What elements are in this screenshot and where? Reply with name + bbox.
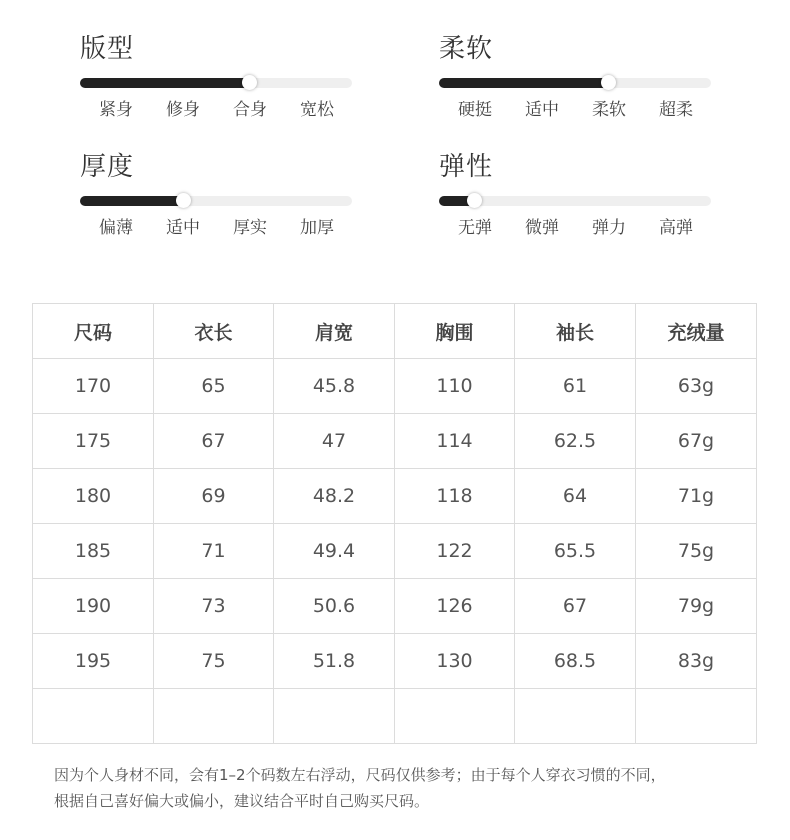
table-cell: 83g — [636, 634, 757, 689]
level-label: 硬挺 — [458, 100, 492, 120]
table-cell: 68.5 — [515, 634, 636, 689]
table-cell — [274, 689, 395, 744]
column-header: 充绒量 — [636, 304, 757, 359]
table-cell: 67 — [154, 414, 274, 469]
table-cell: 126 — [395, 579, 515, 634]
level-track — [80, 78, 352, 88]
level-label: 超柔 — [659, 100, 693, 120]
column-header: 肩宽 — [274, 304, 395, 359]
table-cell: 62.5 — [515, 414, 636, 469]
level-label: 偏薄 — [99, 218, 133, 238]
table-cell: 64 — [515, 469, 636, 524]
table-row — [33, 579, 757, 634]
table-cell: 67g — [636, 414, 757, 469]
metric-title: 弹性 — [439, 152, 494, 182]
table-cell — [154, 689, 274, 744]
table-row — [33, 414, 757, 469]
table-cell — [395, 689, 515, 744]
metric-title: 版型 — [80, 34, 135, 64]
table-cell — [33, 689, 154, 744]
table-cell: 180 — [33, 469, 154, 524]
table-cell: 118 — [395, 469, 515, 524]
level-label: 厚实 — [233, 218, 267, 238]
table-cell: 65.5 — [515, 524, 636, 579]
table-row — [33, 359, 757, 414]
metric-title: 厚度 — [80, 152, 135, 182]
table-row — [33, 469, 757, 524]
level-label: 修身 — [166, 100, 200, 120]
table-cell: 110 — [395, 359, 515, 414]
size-note-line: 因为个人身材不同，会有1–2个码数左右浮动，尺码仅供参考；由于每个人穿衣习惯的不同， — [54, 766, 666, 784]
table-cell: 75g — [636, 524, 757, 579]
column-header: 尺码 — [33, 304, 154, 359]
size-note — [54, 762, 774, 814]
metric-title: 柔软 — [439, 34, 494, 64]
table-cell: 51.8 — [274, 634, 395, 689]
table-cell: 79g — [636, 579, 757, 634]
table-cell: 195 — [33, 634, 154, 689]
table-cell: 175 — [33, 414, 154, 469]
table-cell: 73 — [154, 579, 274, 634]
level-label: 无弹 — [458, 218, 492, 238]
level-label: 柔软 — [592, 100, 626, 120]
level-knob — [467, 193, 482, 208]
table-row — [33, 634, 757, 689]
table-cell: 67 — [515, 579, 636, 634]
size-table — [32, 303, 757, 744]
table-cell: 47 — [274, 414, 395, 469]
table-cell: 122 — [395, 524, 515, 579]
table-cell — [636, 689, 757, 744]
column-header: 胸围 — [395, 304, 515, 359]
table-row-empty — [33, 689, 757, 744]
level-label: 加厚 — [300, 218, 334, 238]
level-track — [439, 196, 711, 206]
level-fill — [80, 196, 183, 206]
column-header: 衣长 — [154, 304, 274, 359]
level-knob — [242, 75, 257, 90]
table-cell: 75 — [154, 634, 274, 689]
level-fill — [80, 78, 249, 88]
table-cell: 185 — [33, 524, 154, 579]
level-track — [80, 196, 352, 206]
level-knob — [176, 193, 191, 208]
level-label: 适中 — [166, 218, 200, 238]
level-knob — [601, 75, 616, 90]
table-row — [33, 524, 757, 579]
table-cell: 69 — [154, 469, 274, 524]
table-cell: 190 — [33, 579, 154, 634]
table-cell: 45.8 — [274, 359, 395, 414]
level-label: 微弹 — [525, 218, 559, 238]
level-label: 弹力 — [592, 218, 626, 238]
level-track — [439, 78, 711, 88]
table-cell: 130 — [395, 634, 515, 689]
level-label: 高弹 — [659, 218, 693, 238]
table-cell: 50.6 — [274, 579, 395, 634]
table-header-row — [33, 304, 757, 359]
table-cell: 49.4 — [274, 524, 395, 579]
table-cell: 65 — [154, 359, 274, 414]
table-cell: 63g — [636, 359, 757, 414]
level-label: 合身 — [233, 100, 267, 120]
size-note-line: 根据自己喜好偏大或偏小，建议结合平时自己购买尺码。 — [54, 792, 430, 810]
level-label: 紧身 — [99, 100, 133, 120]
level-label: 宽松 — [300, 100, 334, 120]
table-cell — [515, 689, 636, 744]
table-cell: 48.2 — [274, 469, 395, 524]
column-header: 袖长 — [515, 304, 636, 359]
level-label: 适中 — [525, 100, 559, 120]
table-cell: 114 — [395, 414, 515, 469]
table-cell: 170 — [33, 359, 154, 414]
table-cell: 71 — [154, 524, 274, 579]
level-fill — [439, 78, 608, 88]
table-cell: 71g — [636, 469, 757, 524]
table-cell: 61 — [515, 359, 636, 414]
